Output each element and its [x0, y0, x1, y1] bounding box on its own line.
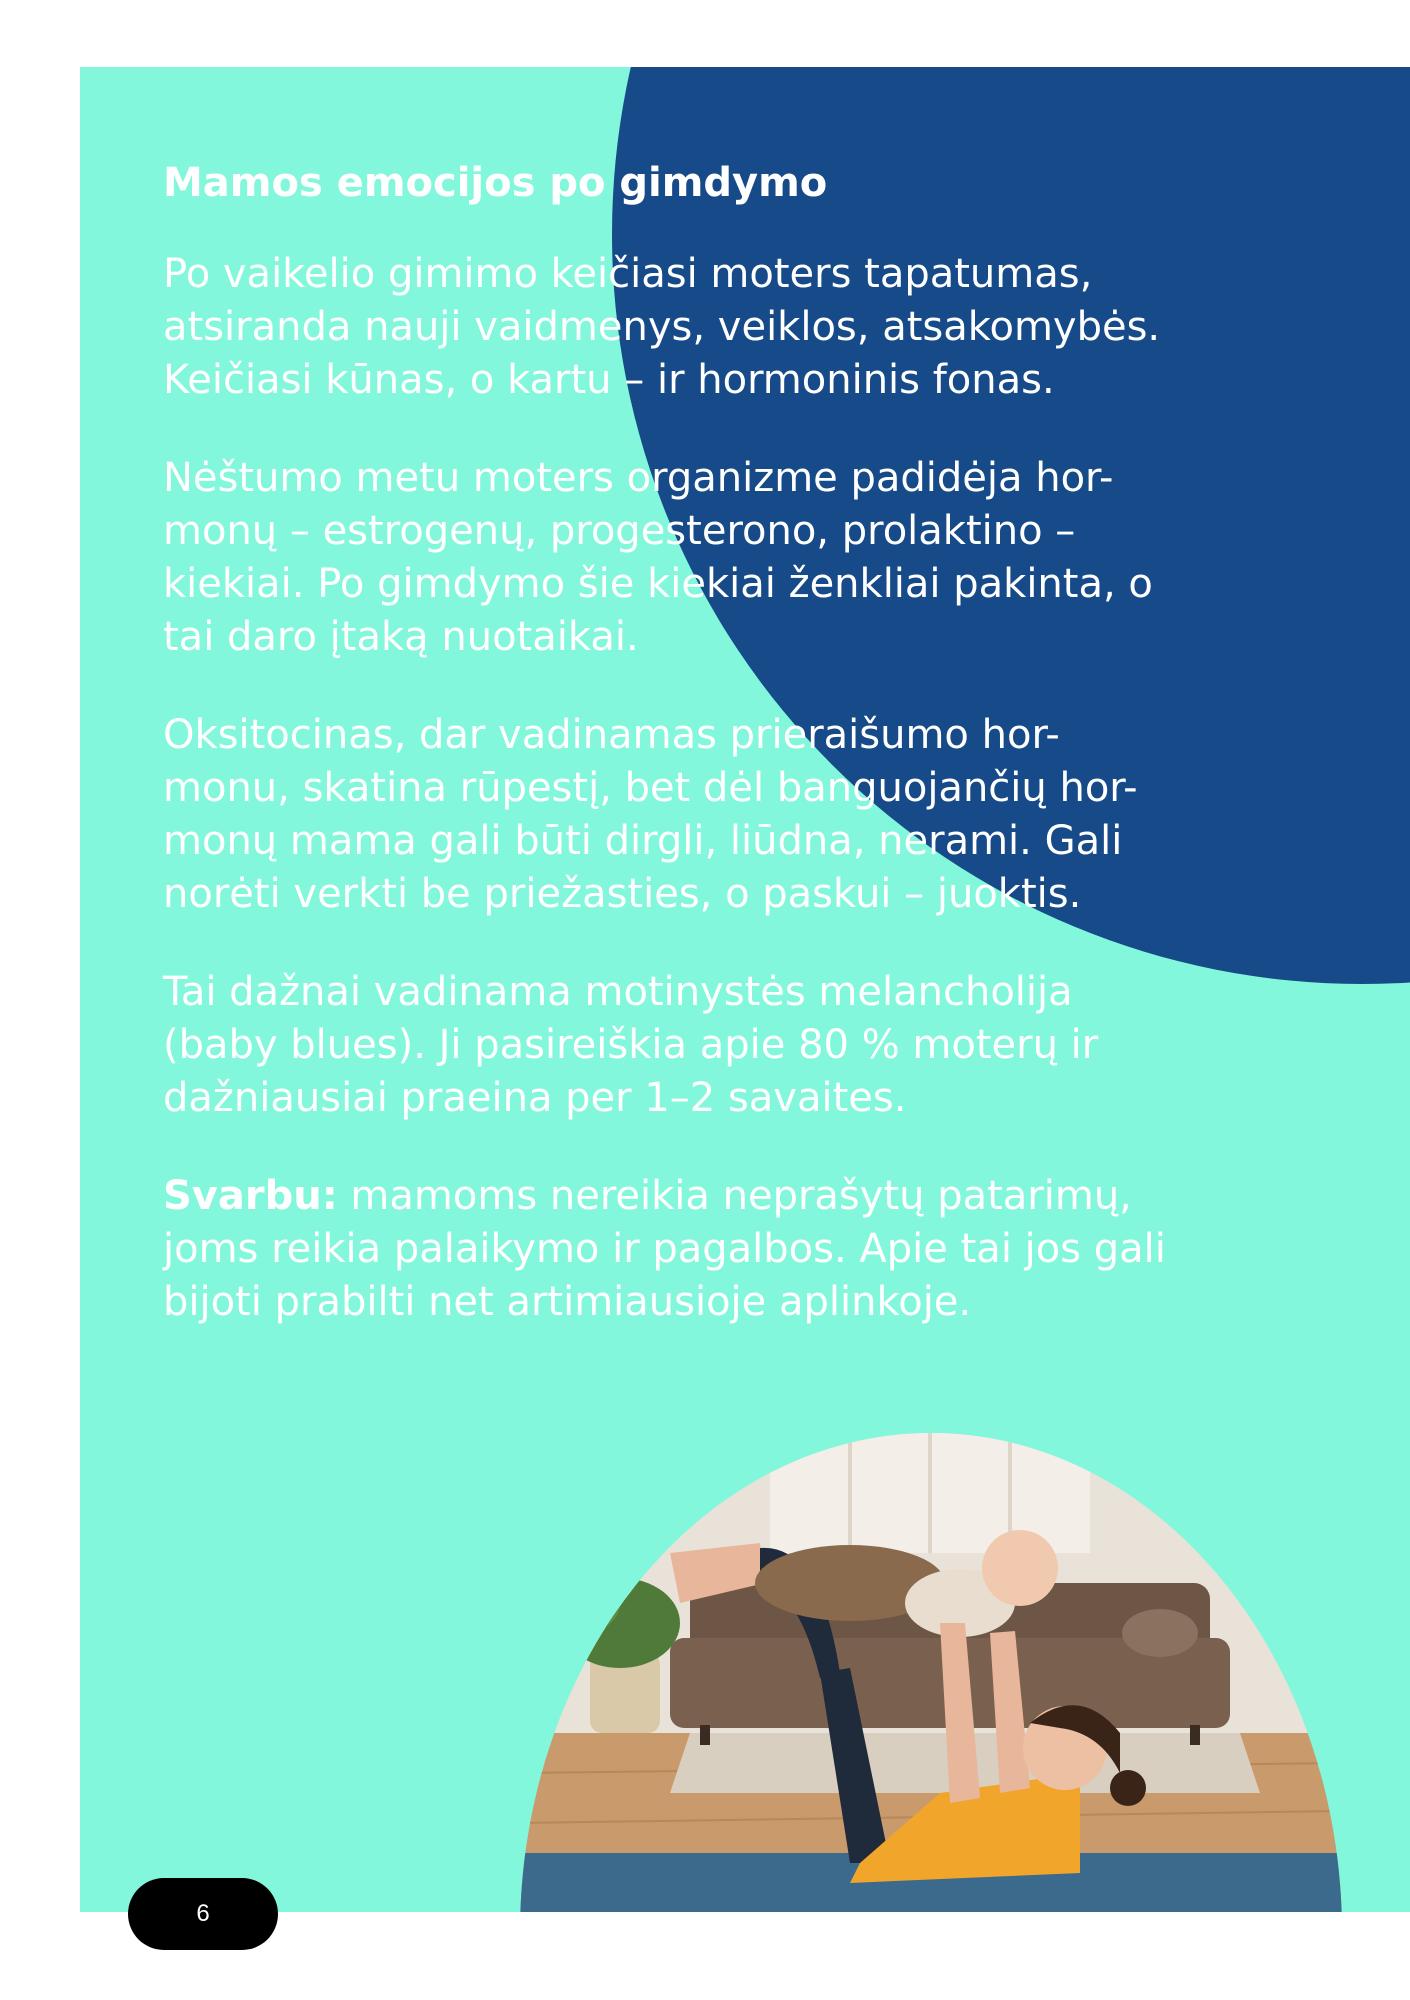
page-title: Mamos emocijos po gimdymo — [163, 160, 828, 206]
paragraph-important — [163, 1170, 1343, 1329]
important-text: mamoms nereikia neprašytų patarimų, joms reikia palaikymo ir pagalbos. Apie tai jos gali bijoti prabilti net artimiausioje aplinkoje. — [163, 1173, 1166, 1325]
mother-baby-yoga-photo — [520, 1433, 1342, 1912]
paragraph-oxytocin: Oksitocinas, dar vadinamas prieraišumo hor- monu, skatina rūpestį, bet dėl banguojančių hor- monų mama gali būti dirgli, liūdna, nerami. Gali norėti verkti be priežasties, o paskui – juoktis. — [163, 712, 1138, 917]
paragraph-identity: Po vaikelio gimimo keičiasi moters tapatumas, atsiranda nauji vaidmenys, veiklos, atsakomybės. Keičiasi kūnas, o kartu – ir hormoninis fonas. — [163, 251, 1161, 403]
photo-baby-head — [982, 1530, 1058, 1606]
photo-scene — [520, 1433, 1342, 1912]
page-number: 6 — [196, 1900, 210, 1927]
page-number-badge — [128, 1878, 278, 1950]
paragraph-hormones: Nėštumo metu moters organizme padidėja hor- monų – estrogenų, progesterono, prolaktino – kiekiai. Po gimdymo šie kiekiai ženkliai pakinta, o tai daro įtaką nuotaikai. — [163, 455, 1153, 660]
article-content — [163, 159, 1343, 1374]
page-panel — [80, 67, 1410, 1912]
important-label: Svarbu: — [163, 1173, 338, 1219]
paragraph-baby-blues: Tai dažnai vadinama motinystės melancholija (baby blues). Ji pasireiškia apie 80 % moterų ir dažniausiai praeina per 1–2 savaites. — [163, 969, 1099, 1121]
